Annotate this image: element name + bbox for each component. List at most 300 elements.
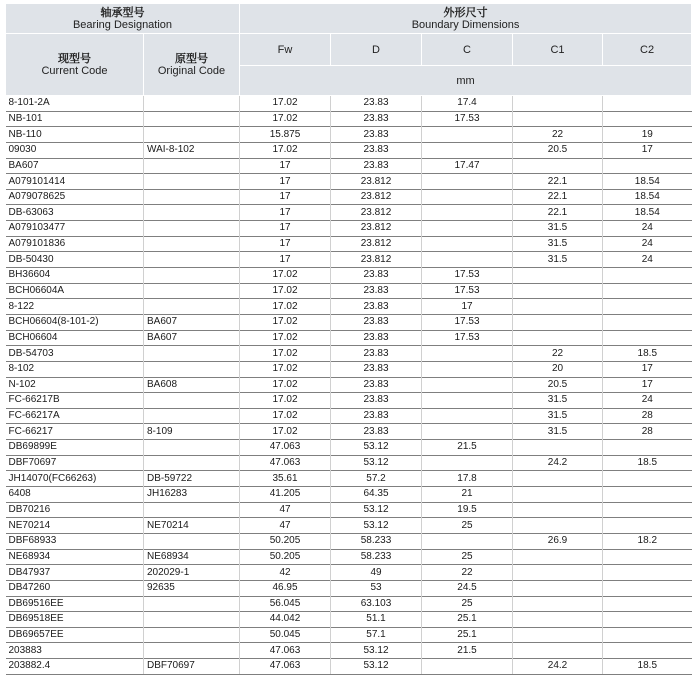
cell-c1: 22.1 (513, 174, 603, 190)
cell-original-code (144, 533, 240, 549)
cell-d: 23.812 (331, 189, 422, 205)
boundary-dimensions-header (240, 4, 692, 34)
cell-c1: 22.1 (513, 205, 603, 221)
cell-d: 58.233 (331, 533, 422, 549)
cell-original-code (144, 96, 240, 112)
table-row (6, 518, 692, 534)
cell-c1 (513, 440, 603, 456)
cell-original-code: JH16283 (144, 487, 240, 503)
cell-fw: 17.02 (240, 346, 331, 362)
cell-fw: 17 (240, 221, 331, 237)
cell-current-code: DB69899E (6, 440, 144, 456)
cell-fw: 17 (240, 189, 331, 205)
table-row (6, 330, 692, 346)
cell-original-code: NE68934 (144, 549, 240, 565)
cell-c: 17.8 (422, 471, 513, 487)
cell-c2 (603, 299, 692, 315)
table-row (6, 205, 692, 221)
cell-c2 (603, 440, 692, 456)
cell-c2: 18.54 (603, 189, 692, 205)
cell-original-code (144, 361, 240, 377)
table-row (6, 346, 692, 362)
table-row (6, 596, 692, 612)
cell-current-code: 8-102 (6, 361, 144, 377)
cell-original-code (144, 205, 240, 221)
cell-current-code: 8-101-2A (6, 96, 144, 112)
cell-c1: 31.5 (513, 221, 603, 237)
cell-c2: 24 (603, 236, 692, 252)
cell-current-code: 09030 (6, 142, 144, 158)
cell-fw: 17.02 (240, 314, 331, 330)
cell-d: 23.83 (331, 299, 422, 315)
cell-d: 53.12 (331, 659, 422, 675)
cell-current-code: DB47260 (6, 580, 144, 596)
cell-c2: 18.54 (603, 174, 692, 190)
cell-d: 53.12 (331, 502, 422, 518)
original-code-zh: 原型号 (175, 52, 208, 65)
cell-original-code (144, 127, 240, 143)
cell-fw: 17.02 (240, 142, 331, 158)
cell-d: 23.83 (331, 142, 422, 158)
cell-c1 (513, 518, 603, 534)
cell-original-code (144, 174, 240, 190)
cell-c: 17.53 (422, 111, 513, 127)
cell-d: 64.35 (331, 487, 422, 503)
cell-c1 (513, 330, 603, 346)
cell-current-code: BCH06604 (6, 330, 144, 346)
cell-d: 57.1 (331, 627, 422, 643)
cell-c2: 18.5 (603, 659, 692, 675)
cell-current-code: 6408 (6, 487, 144, 503)
col-d-header: D (331, 34, 422, 66)
cell-fw: 17.02 (240, 377, 331, 393)
bearing-table (5, 3, 692, 675)
cell-c1: 31.5 (513, 393, 603, 409)
cell-c (422, 424, 513, 440)
cell-c: 17.4 (422, 96, 513, 112)
cell-d: 23.83 (331, 330, 422, 346)
cell-c1 (513, 596, 603, 612)
cell-original-code: BA607 (144, 330, 240, 346)
cell-c2 (603, 96, 692, 112)
cell-c1: 24.2 (513, 455, 603, 471)
cell-c (422, 205, 513, 221)
cell-d: 53 (331, 580, 422, 596)
cell-fw: 17 (240, 158, 331, 174)
cell-c1 (513, 627, 603, 643)
cell-d: 23.83 (331, 96, 422, 112)
cell-c2 (603, 627, 692, 643)
table-row (6, 252, 692, 268)
cell-c (422, 221, 513, 237)
cell-original-code (144, 627, 240, 643)
cell-c (422, 189, 513, 205)
cell-c1 (513, 471, 603, 487)
cell-c: 25.1 (422, 627, 513, 643)
cell-c (422, 377, 513, 393)
cell-c2 (603, 283, 692, 299)
cell-c2: 18.5 (603, 346, 692, 362)
bearing-designation-en: Bearing Designation (72, 18, 173, 31)
cell-fw: 17.02 (240, 330, 331, 346)
table-row (6, 471, 692, 487)
cell-original-code (144, 408, 240, 424)
cell-original-code (144, 299, 240, 315)
current-code-zh: 现型号 (58, 52, 91, 65)
table-row (6, 424, 692, 440)
cell-c (422, 142, 513, 158)
cell-d: 23.812 (331, 221, 422, 237)
cell-fw: 47.063 (240, 440, 331, 456)
cell-c (422, 236, 513, 252)
cell-c: 24.5 (422, 580, 513, 596)
cell-c2: 24 (603, 221, 692, 237)
cell-original-code (144, 596, 240, 612)
table-row (6, 236, 692, 252)
cell-current-code: FC-66217B (6, 393, 144, 409)
cell-c (422, 361, 513, 377)
cell-current-code: NE70214 (6, 518, 144, 534)
cell-c1 (513, 158, 603, 174)
cell-current-code: A079101414 (6, 174, 144, 190)
cell-fw: 44.042 (240, 612, 331, 628)
cell-fw: 17 (240, 252, 331, 268)
cell-d: 23.83 (331, 283, 422, 299)
table-row (6, 393, 692, 409)
table-row (6, 314, 692, 330)
cell-c2 (603, 549, 692, 565)
cell-c2: 24 (603, 252, 692, 268)
cell-original-code: 202029-1 (144, 565, 240, 581)
current-code-header (6, 34, 144, 96)
cell-c (422, 408, 513, 424)
cell-fw: 17.02 (240, 393, 331, 409)
cell-c1: 26.9 (513, 533, 603, 549)
cell-c1 (513, 96, 603, 112)
cell-c1: 22 (513, 127, 603, 143)
cell-c1 (513, 283, 603, 299)
cell-current-code: DB-50430 (6, 252, 144, 268)
cell-fw: 47.063 (240, 659, 331, 675)
cell-c2: 18.2 (603, 533, 692, 549)
table-row (6, 502, 692, 518)
cell-c2: 17 (603, 377, 692, 393)
cell-original-code: 92635 (144, 580, 240, 596)
table-row (6, 189, 692, 205)
cell-fw: 15.875 (240, 127, 331, 143)
cell-c (422, 659, 513, 675)
table-row (6, 361, 692, 377)
table-body (6, 96, 692, 675)
cell-c (422, 533, 513, 549)
cell-d: 58.233 (331, 549, 422, 565)
cell-d: 63.103 (331, 596, 422, 612)
cell-c: 17.53 (422, 268, 513, 284)
cell-fw: 17 (240, 174, 331, 190)
cell-current-code: NE68934 (6, 549, 144, 565)
cell-d: 23.83 (331, 268, 422, 284)
cell-d: 23.83 (331, 314, 422, 330)
cell-current-code: FC-66217A (6, 408, 144, 424)
cell-current-code: BCH06604A (6, 283, 144, 299)
cell-c: 25.1 (422, 612, 513, 628)
cell-fw: 17.02 (240, 283, 331, 299)
cell-fw: 17.02 (240, 268, 331, 284)
cell-c2: 18.5 (603, 455, 692, 471)
cell-original-code: 8-109 (144, 424, 240, 440)
cell-c (422, 127, 513, 143)
table-row (6, 283, 692, 299)
cell-d: 53.12 (331, 518, 422, 534)
cell-original-code (144, 440, 240, 456)
cell-d: 49 (331, 565, 422, 581)
bearing-designation-header (6, 4, 240, 34)
table-row (6, 377, 692, 393)
cell-c1: 20 (513, 361, 603, 377)
cell-c (422, 252, 513, 268)
cell-original-code (144, 502, 240, 518)
cell-c1 (513, 299, 603, 315)
cell-c2: 19 (603, 127, 692, 143)
cell-c1: 31.5 (513, 424, 603, 440)
cell-c2: 28 (603, 408, 692, 424)
cell-c (422, 455, 513, 471)
cell-c1 (513, 111, 603, 127)
cell-fw: 17.02 (240, 424, 331, 440)
cell-c1: 31.5 (513, 236, 603, 252)
cell-d: 23.812 (331, 174, 422, 190)
cell-c1: 20.5 (513, 142, 603, 158)
cell-original-code: BA608 (144, 377, 240, 393)
cell-original-code (144, 455, 240, 471)
table-row (6, 299, 692, 315)
cell-original-code (144, 236, 240, 252)
table-row (6, 580, 692, 596)
cell-current-code: 203883 (6, 643, 144, 659)
table-row (6, 455, 692, 471)
cell-current-code: FC-66217 (6, 424, 144, 440)
cell-original-code: NE70214 (144, 518, 240, 534)
cell-d: 53.12 (331, 643, 422, 659)
cell-current-code: 8-122 (6, 299, 144, 315)
cell-d: 23.83 (331, 424, 422, 440)
cell-original-code (144, 268, 240, 284)
cell-current-code: A079101836 (6, 236, 144, 252)
cell-c1 (513, 580, 603, 596)
cell-c2 (603, 487, 692, 503)
cell-c2 (603, 268, 692, 284)
cell-d: 23.83 (331, 111, 422, 127)
cell-d: 23.812 (331, 236, 422, 252)
cell-c2: 17 (603, 142, 692, 158)
cell-current-code: BA607 (6, 158, 144, 174)
cell-fw: 50.045 (240, 627, 331, 643)
cell-current-code: NB-110 (6, 127, 144, 143)
cell-current-code: NB-101 (6, 111, 144, 127)
cell-c (422, 346, 513, 362)
cell-d: 51.1 (331, 612, 422, 628)
cell-d: 23.83 (331, 393, 422, 409)
cell-fw: 17.02 (240, 96, 331, 112)
cell-c: 19.5 (422, 502, 513, 518)
cell-c1: 22.1 (513, 189, 603, 205)
cell-c2 (603, 596, 692, 612)
cell-original-code: DBF70697 (144, 659, 240, 675)
cell-d: 23.83 (331, 127, 422, 143)
table-row (6, 487, 692, 503)
table-row (6, 612, 692, 628)
original-code-header (144, 34, 240, 96)
cell-original-code (144, 189, 240, 205)
cell-current-code: N-102 (6, 377, 144, 393)
cell-fw: 35.61 (240, 471, 331, 487)
cell-fw: 47.063 (240, 643, 331, 659)
cell-current-code: 203882.4 (6, 659, 144, 675)
cell-current-code: DB47937 (6, 565, 144, 581)
cell-c2 (603, 314, 692, 330)
cell-d: 23.812 (331, 252, 422, 268)
cell-current-code: DB69516EE (6, 596, 144, 612)
cell-c: 17.53 (422, 283, 513, 299)
cell-fw: 17.02 (240, 408, 331, 424)
col-c1-header: C1 (513, 34, 603, 66)
cell-fw: 17 (240, 236, 331, 252)
cell-c2 (603, 158, 692, 174)
cell-c1 (513, 612, 603, 628)
cell-fw: 17.02 (240, 111, 331, 127)
cell-fw: 50.205 (240, 533, 331, 549)
current-code-en: Current Code (41, 64, 108, 77)
cell-d: 57.2 (331, 471, 422, 487)
table-row (6, 158, 692, 174)
cell-c2: 17 (603, 361, 692, 377)
cell-d: 23.83 (331, 158, 422, 174)
cell-fw: 41.205 (240, 487, 331, 503)
cell-c: 22 (422, 565, 513, 581)
cell-c1: 31.5 (513, 408, 603, 424)
cell-original-code: WAI-8-102 (144, 142, 240, 158)
bearing-designation-zh: 轴承型号 (100, 6, 145, 19)
table-row (6, 565, 692, 581)
cell-fw: 50.205 (240, 549, 331, 565)
cell-c: 21 (422, 487, 513, 503)
boundary-dimensions-zh: 外形尺寸 (443, 6, 488, 19)
cell-d: 23.83 (331, 377, 422, 393)
cell-c2 (603, 580, 692, 596)
cell-c1 (513, 314, 603, 330)
cell-d: 53.12 (331, 455, 422, 471)
cell-current-code: DB70216 (6, 502, 144, 518)
cell-c1: 22 (513, 346, 603, 362)
unit-header: mm (240, 66, 692, 96)
cell-current-code: A079103477 (6, 221, 144, 237)
cell-c1 (513, 487, 603, 503)
cell-c1 (513, 643, 603, 659)
cell-c1 (513, 268, 603, 284)
cell-original-code: BA607 (144, 314, 240, 330)
cell-current-code: DBF68933 (6, 533, 144, 549)
cell-d: 23.83 (331, 408, 422, 424)
cell-c: 21.5 (422, 643, 513, 659)
cell-d: 23.83 (331, 346, 422, 362)
table-row (6, 533, 692, 549)
cell-original-code (144, 283, 240, 299)
boundary-dimensions-en: Boundary Dimensions (411, 18, 520, 31)
cell-c2 (603, 471, 692, 487)
cell-c2: 24 (603, 393, 692, 409)
table-row (6, 127, 692, 143)
cell-c: 21.5 (422, 440, 513, 456)
cell-d: 23.83 (331, 361, 422, 377)
cell-c2 (603, 330, 692, 346)
cell-fw: 47 (240, 502, 331, 518)
cell-fw: 47 (240, 518, 331, 534)
cell-original-code (144, 393, 240, 409)
cell-original-code (144, 252, 240, 268)
cell-current-code: DB69518EE (6, 612, 144, 628)
cell-c1 (513, 549, 603, 565)
cell-original-code (144, 111, 240, 127)
cell-fw: 42 (240, 565, 331, 581)
cell-c: 17.53 (422, 314, 513, 330)
table-row (6, 549, 692, 565)
cell-original-code (144, 612, 240, 628)
cell-original-code (144, 346, 240, 362)
cell-original-code: DB-59722 (144, 471, 240, 487)
table-row (6, 111, 692, 127)
cell-c: 25 (422, 518, 513, 534)
cell-original-code (144, 643, 240, 659)
cell-c (422, 393, 513, 409)
cell-c2 (603, 502, 692, 518)
cell-current-code: DB-54703 (6, 346, 144, 362)
table-row (6, 643, 692, 659)
table-row (6, 221, 692, 237)
cell-d: 53.12 (331, 440, 422, 456)
col-c-header: C (422, 34, 513, 66)
col-fw-header: Fw (240, 34, 331, 66)
cell-c: 17.53 (422, 330, 513, 346)
cell-c: 17 (422, 299, 513, 315)
cell-c1: 31.5 (513, 252, 603, 268)
table-row (6, 627, 692, 643)
table-row (6, 174, 692, 190)
cell-c2 (603, 612, 692, 628)
cell-fw: 56.045 (240, 596, 331, 612)
cell-c2 (603, 518, 692, 534)
cell-current-code: DB-63063 (6, 205, 144, 221)
col-c2-header: C2 (603, 34, 692, 66)
table-row (6, 142, 692, 158)
cell-current-code: JH14070(FC66263) (6, 471, 144, 487)
cell-c: 17.47 (422, 158, 513, 174)
cell-c: 25 (422, 549, 513, 565)
cell-fw: 17 (240, 205, 331, 221)
cell-fw: 47.063 (240, 455, 331, 471)
cell-current-code: BH36604 (6, 268, 144, 284)
cell-c2: 28 (603, 424, 692, 440)
cell-fw: 46.95 (240, 580, 331, 596)
cell-current-code: A079078625 (6, 189, 144, 205)
cell-current-code: DB69657EE (6, 627, 144, 643)
cell-c1: 24.2 (513, 659, 603, 675)
cell-c2: 18.54 (603, 205, 692, 221)
cell-c1 (513, 502, 603, 518)
cell-c2 (603, 111, 692, 127)
table-row (6, 408, 692, 424)
cell-c2 (603, 643, 692, 659)
cell-original-code (144, 221, 240, 237)
